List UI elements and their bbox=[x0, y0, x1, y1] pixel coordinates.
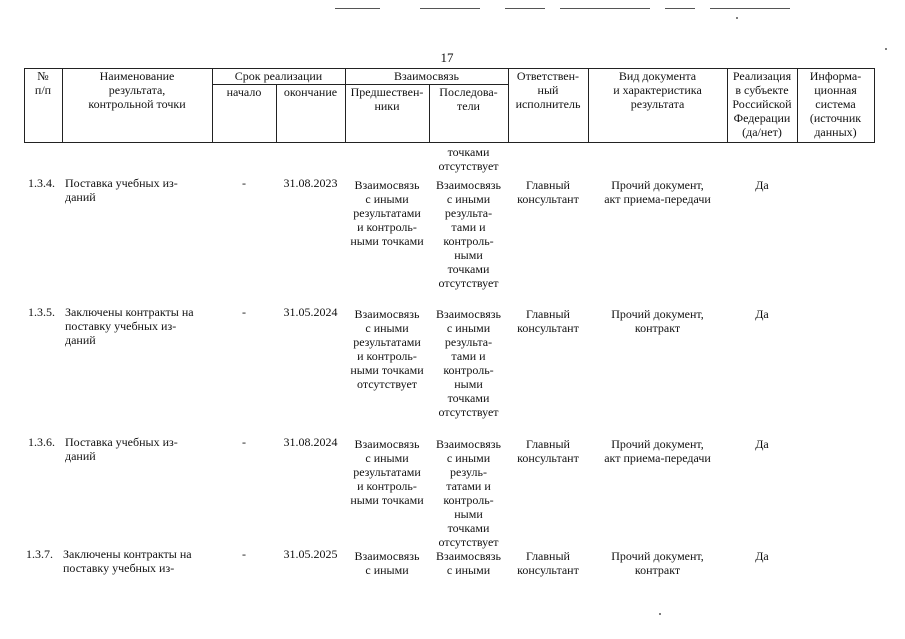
row-resp: Главный bbox=[526, 437, 570, 451]
row-start: - bbox=[242, 547, 246, 561]
header-succ: Последова- bbox=[439, 85, 498, 99]
header-term: Срок реализации bbox=[234, 69, 323, 83]
row-pred: результатами bbox=[353, 465, 421, 479]
header-succ: тели bbox=[457, 99, 480, 113]
row-name: поставку учебных из- bbox=[63, 561, 175, 575]
row-pred: ными точками bbox=[350, 363, 424, 377]
row-end: 31.08.2024 bbox=[283, 435, 338, 449]
row-region: Да bbox=[755, 437, 769, 451]
row-succ: ными bbox=[454, 507, 483, 521]
row-succ: Взаимосвязь bbox=[436, 178, 501, 192]
row-region: Да bbox=[755, 549, 769, 563]
row-end: 31.05.2025 bbox=[283, 547, 338, 561]
row-doc: акт приема-передачи bbox=[604, 192, 711, 206]
row-doc: Прочий документ, bbox=[611, 549, 704, 563]
scan-artifact-dot bbox=[885, 48, 887, 50]
row-succ: отсутствует bbox=[438, 405, 499, 419]
row-resp: Главный bbox=[526, 549, 570, 563]
row-pred: ными точками bbox=[350, 493, 424, 507]
row-name: даний bbox=[65, 449, 96, 463]
header-name: контрольной точки bbox=[88, 97, 186, 111]
row-succ: контроль- bbox=[443, 493, 494, 507]
row-resp: консультант bbox=[517, 563, 579, 577]
row-name: даний bbox=[65, 190, 96, 204]
row-name: Заключены контракты на bbox=[63, 547, 192, 561]
row-succ: контроль- bbox=[443, 363, 494, 377]
row-succ: Взаимосвязь bbox=[436, 549, 501, 563]
row-succ: с иными bbox=[446, 563, 491, 577]
header-info: Информа- bbox=[809, 69, 862, 83]
page-number: 17 bbox=[440, 50, 454, 65]
row-doc: контракт bbox=[634, 321, 681, 335]
header-term-end: окончание bbox=[283, 85, 338, 99]
scan-artifact-line bbox=[665, 8, 695, 9]
row-succ: с иными bbox=[446, 451, 491, 465]
row-region: Да bbox=[755, 178, 769, 192]
header-region: в субъекте bbox=[735, 83, 789, 97]
header-info: ционная bbox=[814, 83, 857, 97]
row-number: 1.3.7. bbox=[26, 547, 53, 561]
row-number: 1.3.5. bbox=[28, 305, 55, 319]
row-resp: консультант bbox=[517, 321, 579, 335]
header-region: (да/нет) bbox=[742, 125, 782, 139]
row-pred: Взаимосвязь bbox=[354, 437, 420, 451]
row-pred: результатами bbox=[353, 335, 421, 349]
row-succ: резуль- bbox=[450, 465, 487, 479]
header-doc: Вид документа bbox=[618, 69, 697, 83]
row-resp: Главный bbox=[526, 307, 570, 321]
row-start: - bbox=[242, 176, 246, 190]
row-pred: с иными bbox=[365, 192, 409, 206]
row-resp: Главный bbox=[526, 178, 570, 192]
row-pred: и контроль- bbox=[357, 220, 417, 234]
row-number: 1.3.6. bbox=[28, 435, 55, 449]
row-pred: и контроль- bbox=[357, 349, 417, 363]
header-resp: Ответствен- bbox=[516, 69, 580, 83]
header-region: Федерации bbox=[733, 111, 791, 125]
scan-artifact-line bbox=[505, 8, 545, 9]
row-end: 31.08.2023 bbox=[283, 176, 338, 190]
row-pred: с иными bbox=[365, 451, 409, 465]
scan-artifact-line bbox=[420, 8, 480, 9]
header-pred: Предшествен- bbox=[350, 85, 424, 99]
row-doc: акт приема-передачи bbox=[604, 451, 711, 465]
row-succ: тами и bbox=[451, 349, 486, 363]
row-start: - bbox=[242, 435, 246, 449]
row-pred: отсутствует bbox=[356, 377, 418, 391]
header-info: данных) bbox=[814, 125, 857, 139]
scan-artifact-dot bbox=[736, 17, 738, 19]
row-doc: Прочий документ, bbox=[611, 307, 704, 321]
header-region: Реализация bbox=[732, 69, 792, 83]
row-name: Поставка учебных из- bbox=[65, 435, 178, 449]
scan-artifact-dot bbox=[659, 613, 661, 615]
header-pred: ники bbox=[374, 99, 400, 113]
row-succ: отсутствует bbox=[438, 535, 499, 549]
row-pred: и контроль- bbox=[357, 479, 417, 493]
header-info: (источник bbox=[809, 111, 862, 125]
header-term-start: начало bbox=[226, 85, 262, 99]
scan-artifact-line bbox=[335, 8, 380, 9]
row-pred: результатами bbox=[353, 206, 421, 220]
row-succ: татами и bbox=[446, 479, 491, 493]
row-succ: с иными bbox=[446, 192, 491, 206]
row-name: даний bbox=[65, 333, 96, 347]
row-succ: с иными bbox=[446, 321, 491, 335]
row-succ: точками bbox=[447, 262, 490, 276]
row-doc: Прочий документ, bbox=[611, 437, 704, 451]
header-resp: ный bbox=[537, 83, 559, 97]
row-name: поставку учебных из- bbox=[65, 319, 177, 333]
row-succ: точками bbox=[447, 521, 490, 535]
row-pred: с иными bbox=[365, 563, 409, 577]
scan-artifact-line bbox=[560, 8, 650, 9]
header-doc: и характеристика bbox=[613, 83, 702, 97]
row-number: 1.3.4. bbox=[28, 176, 55, 190]
row-succ: Взаимосвязь bbox=[436, 437, 501, 451]
row-succ: отсутствует bbox=[438, 276, 499, 290]
row-succ: ными bbox=[454, 377, 483, 391]
header-doc: результата bbox=[630, 97, 685, 111]
header-name: Наименование bbox=[99, 69, 175, 83]
header-name: результата, bbox=[108, 83, 166, 97]
row-pred: Взаимосвязь bbox=[354, 549, 420, 563]
row-region: Да bbox=[755, 307, 769, 321]
row-succ: ными bbox=[454, 248, 483, 262]
row-succ: результа- bbox=[444, 206, 493, 220]
row-resp: консультант bbox=[517, 451, 579, 465]
row-name: Заключены контракты на bbox=[65, 305, 194, 319]
scan-artifact-line bbox=[710, 8, 790, 9]
row-succ: точками bbox=[447, 391, 490, 405]
row-pred: с иными bbox=[365, 321, 409, 335]
row-name: Поставка учебных из- bbox=[65, 176, 178, 190]
row-doc: Прочий документ, bbox=[611, 178, 704, 192]
header-region: Российской bbox=[732, 97, 792, 111]
row-succ: Взаимосвязь bbox=[436, 307, 501, 321]
row-succ: тами и bbox=[451, 220, 486, 234]
header-info: система bbox=[815, 97, 856, 111]
row-resp: консультант bbox=[517, 192, 579, 206]
row-succ: контроль- bbox=[443, 234, 494, 248]
header-relation: Взаимосвязь bbox=[394, 69, 459, 83]
header-num: № bbox=[37, 69, 49, 83]
header-num-sub: п/п bbox=[34, 83, 52, 97]
row-succ: результа- bbox=[444, 335, 493, 349]
row-pred: Взаимосвязь bbox=[354, 307, 420, 321]
row-doc: контракт bbox=[634, 563, 681, 577]
row-pred: Взаимосвязь bbox=[354, 178, 420, 192]
header-resp: исполнитель bbox=[515, 97, 581, 111]
row-end: 31.05.2024 bbox=[283, 305, 338, 319]
row-pred: ными точками bbox=[350, 234, 424, 248]
row-start: - bbox=[242, 305, 246, 319]
